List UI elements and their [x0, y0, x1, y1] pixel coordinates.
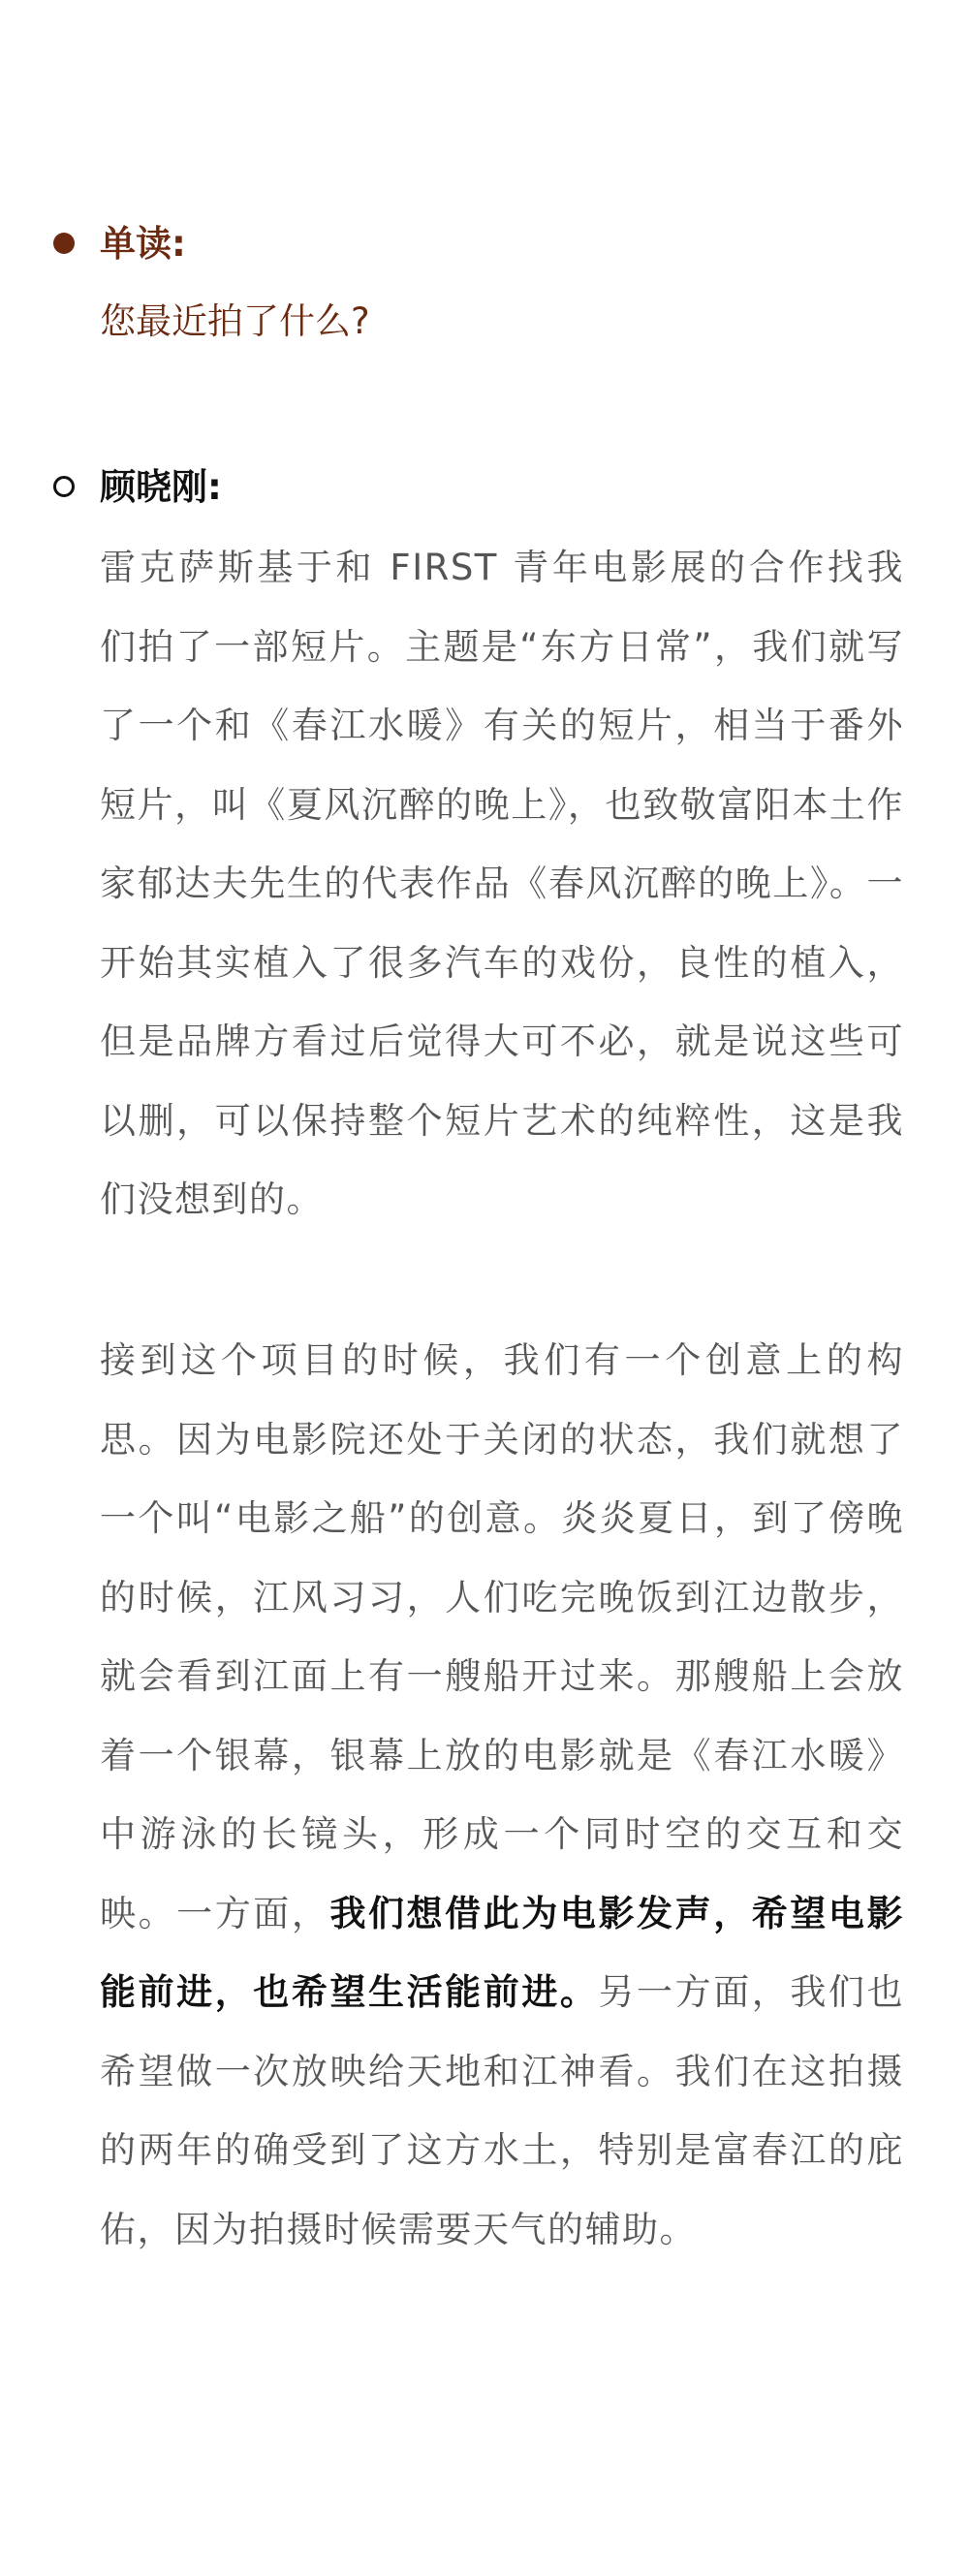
answer-speaker: 顾晓刚: — [100, 466, 222, 508]
question-text: 您最近拍了什么? — [100, 300, 370, 342]
question-block — [0, 215, 969, 342]
answer-paragraph-2 — [100, 1321, 904, 2269]
paragraph-2-emphasis: 我们想借此为电影发声，希望电影能前进，也希望生活能前进。 — [100, 1892, 905, 2013]
answer-block — [0, 458, 969, 517]
paragraph-2-text-after: 另一方面，我们也希望做一次放映给天地和江神看。我们在这拍摄的两年的确受到了这方水土，特别是富春江的庇佑，因为拍摄时候需要天气的辅助。 — [100, 1971, 905, 2250]
hollow-bullet-icon — [53, 476, 75, 497]
paragraph-2-text-before: 接到这个项目的时候，我们有一个创意上的构思。因为电影院还处于关闭的状态，我们就想了一个叫“电影之船”的创意。炎炎夏日，到了傍晚的时候，江风习习，人们吃完晚饭到江边散步，就会看到江面上有一艘船开过来。那艘船上会放着一个银幕，银幕上放的电影就是《春江水暖》中游泳的长镜头，形成一个同时空的交互和交映。一方面， — [100, 1339, 904, 1934]
answer-paragraph-1: 雷克萨斯基于和 FIRST 青年电影展的合作找我们拍了一部短片。主题是“东方日常”，我们就写了一个和《春江水暖》有关的短片，相当于番外短片，叫《夏风沉醉的晚上》，也致敬富阳本土作家郁达夫先生的代表作品《春风沉醉的晚上》。一开始其实植入了很多汽车的戏份，良性的植入，但是品牌方看过后觉得大可不必，就是说这些可以删，可以保持整个短片艺术的纯粹性，这是我们没想到的。 — [100, 547, 904, 1220]
question-speaker: 单读: — [100, 223, 186, 265]
question-speaker-row — [0, 215, 969, 273]
answer-speaker-row — [0, 458, 969, 517]
filled-bullet-icon — [53, 233, 75, 254]
